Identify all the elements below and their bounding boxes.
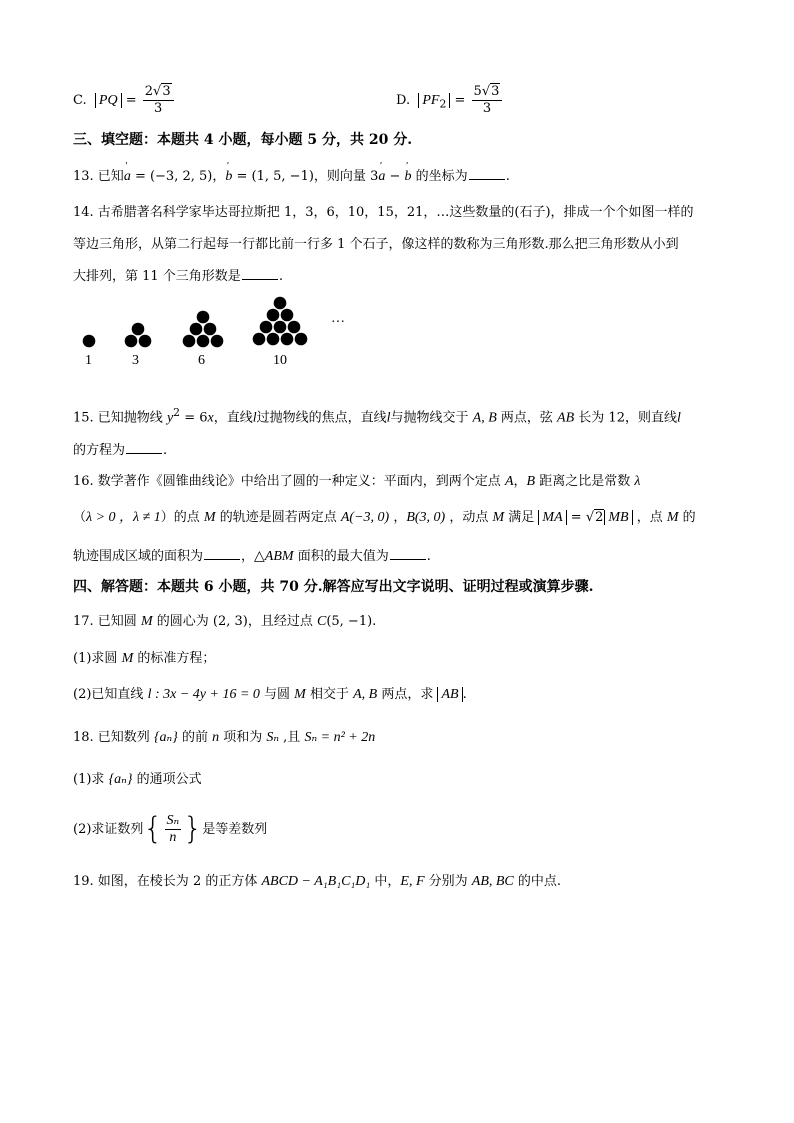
option-c: C. PQ = $\frac{2√3}{3}$	[73, 84, 176, 117]
stone-dot	[197, 311, 210, 324]
option-d: D. $PF_2$ = $\frac{5√3}{3}$	[396, 84, 504, 117]
figure-label: 1	[85, 353, 92, 368]
stone-dot	[139, 335, 152, 348]
stone-dot	[267, 309, 280, 322]
stone-dot	[204, 323, 217, 336]
question-18-part-1: (1)求 {aₙ} 的通项公式	[73, 772, 202, 787]
stone-dot	[253, 333, 266, 346]
figure-label: 3	[132, 353, 139, 368]
question-15-line-1: 15. 已知抛物线 $y^2 = 6x$，直线l过抛物线的焦点，直线l与抛物线交于 A, B 两点，弦 AB 长为 12，则直线l	[73, 406, 681, 426]
question-19: 19. 如图，在棱长为 2 的正方体 ABCD − A₁B₁C₁D₁ 中，E, F 分别为 AB, BC 的中点.	[73, 874, 562, 889]
answer-blank	[242, 267, 278, 280]
question-16-line-2: （λ > 0 ，λ ≠ 1）的点 M 的轨迹是圆若两定点 A(−3, 0) ，B(3, 0) ，动点 M 满足 MA = √2 MB ，点 M 的	[73, 510, 696, 525]
section-3-heading: 三、填空题：本题共 4 小题，每小题 5 分，共 20 分.	[73, 132, 413, 148]
sn-over-n-fraction: $\frac{\text{Sₙ}}{n}$	[166, 813, 180, 845]
question-18-part-2: (2)求证数列{ $\frac{\text{Sₙ}}{n}$ }是等差数列	[73, 811, 268, 847]
question-17-part-1: (1)求圆 M 的标准方程；	[73, 651, 216, 666]
stone-dots-diagram	[75, 293, 375, 349]
answer-blank	[390, 547, 426, 560]
question-16-line-3: 轨迹围成区域的面积为 ，△ABM 面积的最大值为 .	[73, 549, 431, 564]
stone-dot	[267, 333, 280, 346]
stone-dot	[260, 321, 273, 334]
question-13: 13. 已知' a = (−3, 2, 5)，' b = (1, 5, −1)，则向量 3' a − ' b 的坐标为 .	[73, 167, 510, 186]
question-14-line-3: 大排列，第 11 个三角形数是 .	[73, 269, 283, 284]
stone-dot	[288, 321, 301, 334]
question-15-line-2: 的方程为 .	[73, 443, 168, 458]
question-14-line-1: 14. 古希腊著名科学家毕达哥拉斯把 1，3，6，10，15，21，…这些数量的(石子)，排成一个个如图一样的	[73, 205, 694, 220]
stone-dot	[295, 333, 308, 346]
question-14-line-2: 等边三角形，从第二行起每一行都比前一行多 1 个石子，像这样的数称为三角形数.那么把三角形数从小到	[73, 237, 679, 252]
stone-dot	[274, 321, 287, 334]
stone-dot	[274, 297, 287, 310]
stone-dot	[132, 323, 145, 336]
figure-label: 6	[198, 353, 205, 368]
figure-label: 10	[273, 353, 287, 368]
answer-blank	[469, 167, 505, 180]
question-16-line-1: 16. 数学著作《圆锥曲线论》中给出了圆的一种定义：平面内，到两个定点 A，B 距离之比是常数 λ	[73, 474, 641, 489]
answer-blank	[126, 441, 162, 454]
question-17: 17. 已知圆 M 的圆心为 (2, 3)，且经过点 C(5, −1).	[73, 614, 377, 629]
question-17-part-2: (2)已知直线 l : 3x − 4y + 16 = 0 与圆 M 相交于 A, B 两点，求 AB .	[73, 687, 467, 702]
stone-dot	[281, 309, 294, 322]
answer-blank	[204, 547, 240, 560]
stone-dot	[281, 333, 294, 346]
triangular-number-figure	[75, 293, 375, 373]
stone-dot	[183, 335, 196, 348]
stone-dot	[190, 323, 203, 336]
option-c-fraction: $\frac{2√3}{3}$	[143, 84, 174, 117]
stone-dot	[211, 335, 224, 348]
stone-dot	[83, 335, 96, 348]
stone-dot	[197, 335, 210, 348]
question-18: 18. 已知数列 {aₙ} 的前 n 项和为 Sₙ ,且 Sₙ = n² + 2n	[73, 730, 376, 745]
section-4-heading: 四、解答题：本题共 6 小题，共 70 分.解答应写出文字说明、证明过程或演算步骤.	[73, 579, 594, 595]
option-d-fraction: $\frac{5√3}{3}$	[472, 84, 503, 117]
stone-dot	[125, 335, 138, 348]
figure-ellipsis: ···	[331, 315, 345, 330]
